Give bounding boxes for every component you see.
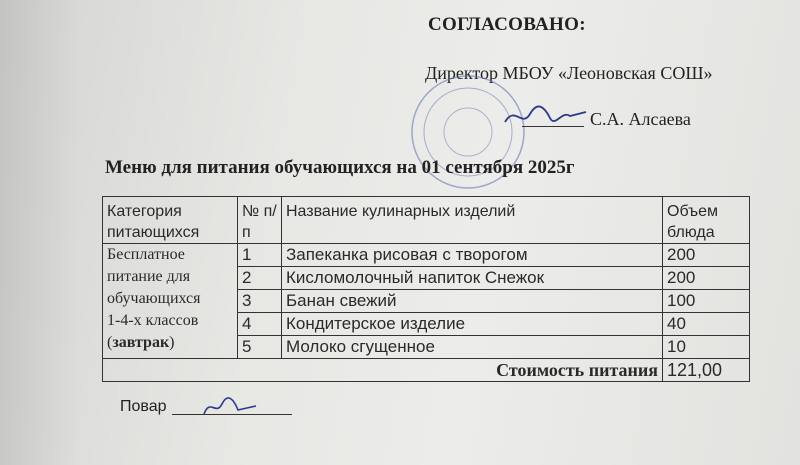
total-row: [103, 359, 750, 382]
table-header-row: [103, 197, 750, 244]
header-category: Категория питающихся: [103, 197, 238, 244]
category-bracket: (: [107, 334, 113, 351]
category-line: 1-4-х классов: [107, 312, 199, 329]
category-cell: [103, 244, 238, 359]
category-line: Бесплатное: [107, 246, 185, 263]
dish-volume: 100: [663, 290, 750, 313]
signature-line: [522, 126, 584, 127]
approval-heading: СОГЛАСОВАНО:: [428, 14, 586, 35]
dish-name: Молоко сгущенное: [282, 336, 663, 359]
page-shadow: [0, 0, 80, 465]
signer-name: С.А. Алсаева: [590, 109, 691, 129]
row-number: 3: [238, 290, 282, 313]
dish-volume: 200: [663, 267, 750, 290]
dish-volume: 200: [663, 244, 750, 267]
total-label: Стоимость питания: [103, 359, 663, 382]
row-number: 4: [238, 313, 282, 336]
cook-signature: [200, 394, 260, 420]
category-line: питание для: [107, 268, 191, 285]
row-number: 1: [238, 244, 282, 267]
category-line: обучающихся: [107, 290, 201, 307]
meal-type: завтрак: [112, 334, 170, 351]
header-volume: Объем блюда: [663, 197, 750, 244]
menu-title: Меню для питания обучающихся на 01 сентября 2025г: [105, 157, 575, 178]
dish-volume: 10: [663, 336, 750, 359]
table-row: [103, 244, 750, 267]
row-number: 2: [238, 267, 282, 290]
total-value: 121,00: [663, 359, 750, 382]
header-number: № п/п: [238, 197, 282, 244]
dish-name: Кисломолочный напиток Снежок: [282, 267, 663, 290]
dish-name: Запеканка рисовая с творогом: [282, 244, 663, 267]
row-number: 5: [238, 336, 282, 359]
cook-label: Повар: [120, 398, 167, 415]
director-title: Директор МБОУ «Леоновская СОШ»: [425, 63, 713, 83]
dish-name: Кондитерское изделие: [282, 313, 663, 336]
header-dish-name: Название кулинарных изделий: [282, 197, 663, 244]
menu-table: [102, 196, 750, 382]
dish-name: Банан свежий: [282, 290, 663, 313]
dish-volume: 40: [663, 313, 750, 336]
category-bracket: ): [169, 334, 175, 351]
